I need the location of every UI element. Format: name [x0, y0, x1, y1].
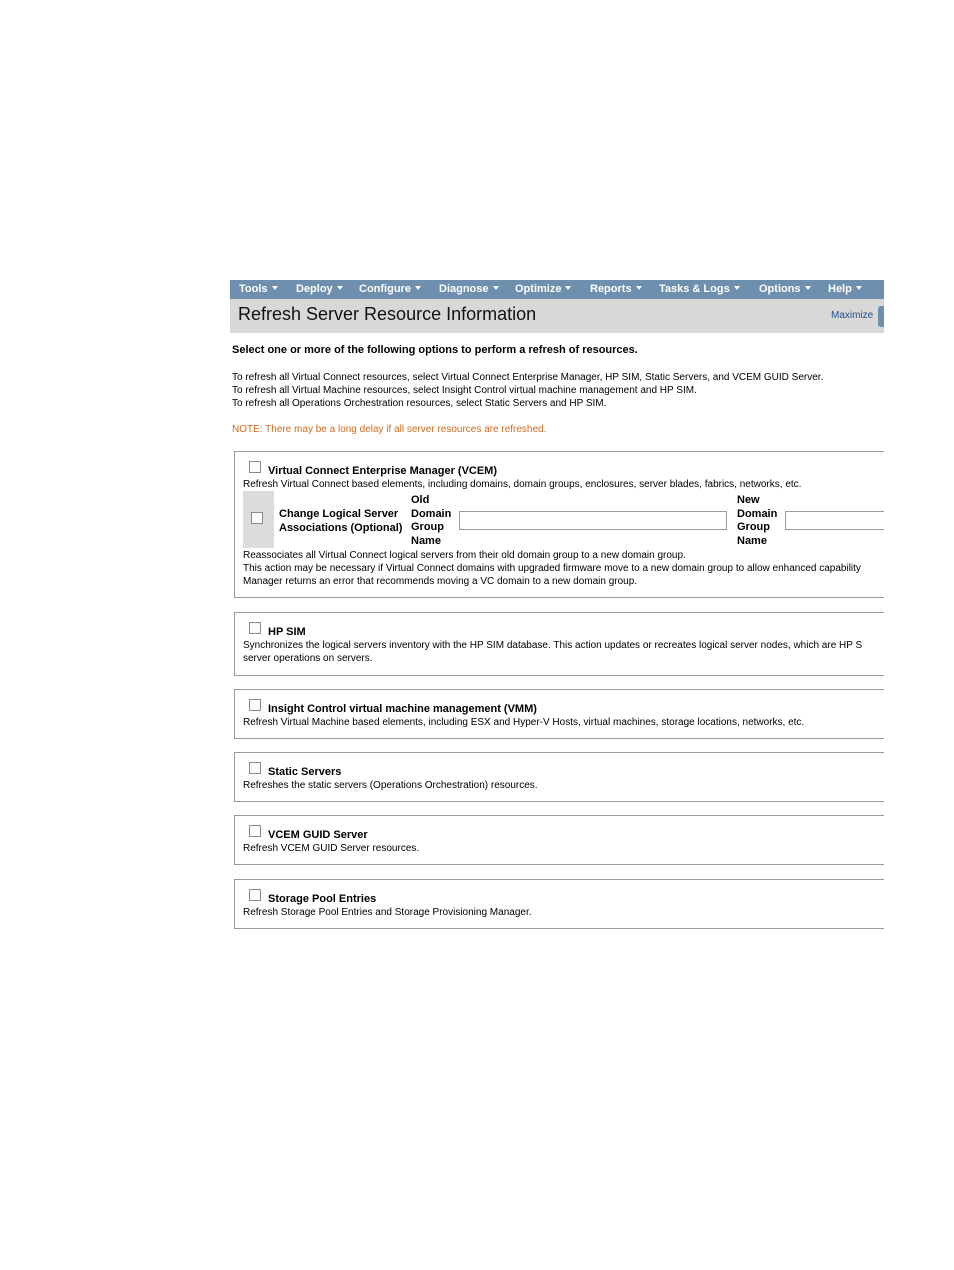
caret-down-icon: [636, 286, 642, 290]
old-domain-label-line: Domain: [411, 507, 452, 520]
menu-diagnose-label: Diagnose: [439, 283, 489, 295]
vmm-checkbox[interactable]: [249, 699, 261, 711]
static-servers-title: Static Servers: [268, 766, 342, 778]
menu-deploy-label: Deploy: [296, 283, 333, 295]
caret-down-icon: [337, 286, 343, 290]
menu-diagnose[interactable]: [439, 280, 499, 299]
change-associations-cell: [243, 491, 274, 548]
menu-configure-label: Configure: [359, 283, 411, 295]
option-storage-pool: [234, 879, 884, 929]
menu-tools-label: Tools: [239, 283, 268, 295]
change-associations-label-1: Change Logical Server: [279, 508, 399, 520]
vcem-guid-description: Refresh VCEM GUID Server resources.: [243, 843, 420, 854]
maximize-link[interactable]: Maximize: [831, 310, 874, 321]
new-domain-label-line: Domain: [737, 507, 778, 520]
option-vmm: [234, 689, 884, 739]
delay-note: NOTE: There may be a long delay if all server resources are refreshed.: [232, 424, 547, 435]
menu-tasks-logs-label: Tasks & Logs: [659, 283, 730, 295]
instruction-line: To refresh all Virtual Connect resources, select Virtual Connect Enterprise Manager, HP SIM, Static Servers, and VCEM GUID Server.: [232, 372, 824, 383]
hpsim-checkbox[interactable]: [249, 622, 261, 634]
vcem-checkbox[interactable]: [249, 461, 261, 473]
instruction-line: To refresh all Operations Orchestration resources, select Static Servers and HP SIM.: [232, 398, 607, 409]
menu-tools[interactable]: [239, 280, 278, 299]
old-domain-label-line: Group: [411, 521, 444, 533]
new-domain-label-line: New: [737, 494, 760, 506]
new-domain-group-input[interactable]: [785, 511, 884, 530]
vcem-note-line: Reassociates all Virtual Connect logical servers from their old domain group to a new domain group.: [243, 550, 686, 561]
caret-down-icon: [734, 286, 740, 290]
option-vcem-guid: [234, 815, 884, 865]
menu-help-label: Help: [828, 283, 852, 295]
static-servers-checkbox[interactable]: [249, 762, 261, 774]
new-domain-label-line: Group: [737, 521, 770, 533]
old-domain-group-input[interactable]: [459, 511, 727, 530]
vcem-title: Virtual Connect Enterprise Manager (VCEM): [268, 465, 498, 477]
vcem-note-line: This action may be necessary if Virtual Connect domains with upgraded firmware move to a new domain group to allow enhanced capability: [243, 563, 861, 574]
caret-down-icon: [856, 286, 862, 290]
old-domain-label-line: Name: [411, 534, 441, 547]
vcem-description: Refresh Virtual Connect based elements, including domains, domain groups, enclosures, server blades, fabrics, networks, etc.: [243, 479, 802, 490]
menu-options[interactable]: [759, 280, 811, 299]
caret-down-icon: [493, 286, 499, 290]
storage-pool-title: Storage Pool Entries: [268, 893, 377, 905]
menu-tasks-logs[interactable]: [659, 280, 740, 299]
caret-down-icon: [272, 286, 278, 290]
storage-pool-description: Refresh Storage Pool Entries and Storage Provisioning Manager.: [243, 907, 532, 918]
menu-options-label: Options: [759, 283, 801, 295]
caret-down-icon: [565, 286, 571, 290]
caret-down-icon: [805, 286, 811, 290]
hpsim-description-line: server operations on servers.: [243, 653, 373, 664]
vmm-title: Insight Control virtual machine management (VMM): [268, 703, 537, 715]
vcem-guid-checkbox[interactable]: [249, 825, 261, 837]
caret-down-icon: [415, 286, 421, 290]
new-domain-label: [737, 494, 777, 548]
menu-optimize-label: Optimize: [515, 283, 562, 295]
vcem-guid-title: VCEM GUID Server: [268, 829, 368, 841]
hpsim-title: HP SIM: [268, 626, 306, 638]
page-title: Refresh Server Resource Information: [238, 304, 537, 324]
old-domain-label: [411, 494, 451, 548]
hpsim-description-line: Synchronizes the logical servers inventory with the HP SIM database. This action updates or recreates logical server nodes, which are HP S: [243, 640, 863, 651]
option-static-servers: [234, 752, 884, 802]
panel-tab[interactable]: [878, 306, 884, 327]
old-domain-label-line: Old: [411, 494, 430, 506]
menu-configure[interactable]: [359, 280, 421, 299]
storage-pool-checkbox[interactable]: [249, 889, 261, 901]
screenshot-frame: [230, 280, 884, 930]
change-associations-label-2: Associations (Optional): [279, 522, 403, 534]
vcem-note-line: Manager returns an error that recommends moving a VC domain to a new domain group.: [243, 576, 638, 587]
menu-help[interactable]: [828, 280, 862, 299]
vmm-description: Refresh Virtual Machine based elements, including ESX and Hyper-V Hosts, virtual machines, storage locations, networks, etc.: [243, 717, 805, 728]
menu-deploy[interactable]: [296, 280, 343, 299]
option-vcem: [234, 451, 884, 598]
menu-bar: [230, 280, 884, 299]
static-servers-description: Refreshes the static servers (Operations Orchestration) resources.: [243, 780, 538, 791]
instruction-line: To refresh all Virtual Machine resources, select Insight Control virtual machine management and HP SIM.: [232, 385, 697, 396]
change-associations-checkbox[interactable]: [251, 512, 263, 524]
title-bar: [230, 299, 884, 333]
menu-reports-label: Reports: [590, 283, 632, 295]
menu-optimize[interactable]: [515, 280, 571, 299]
new-domain-label-line: Name: [737, 534, 767, 547]
instructions-heading: Select one or more of the following options to perform a refresh of resources.: [232, 344, 638, 356]
option-hpsim: [234, 612, 884, 676]
menu-reports[interactable]: [590, 280, 642, 299]
